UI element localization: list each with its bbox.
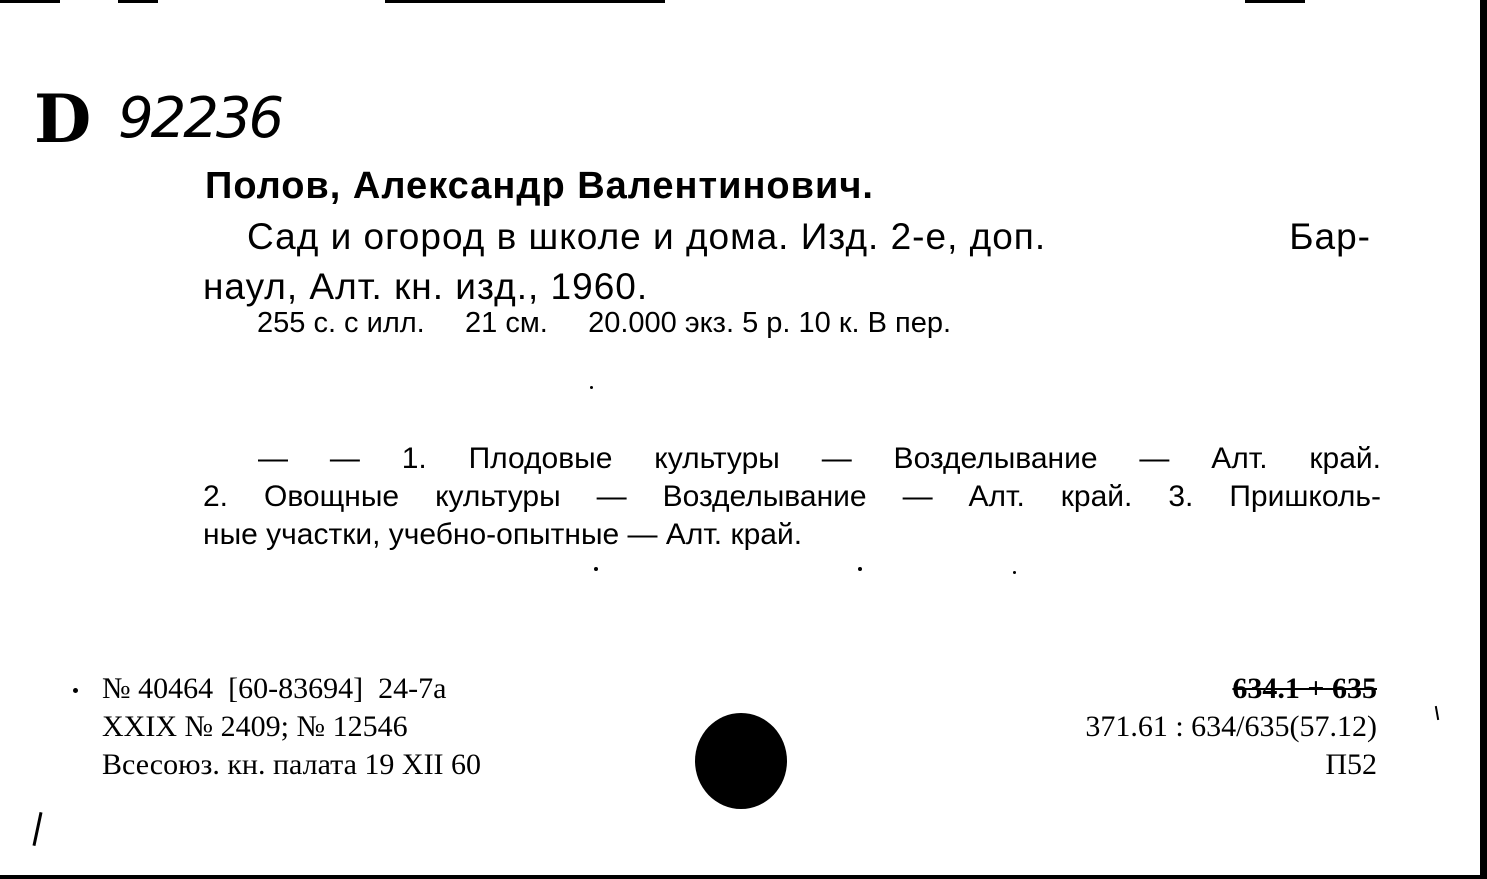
card-punch-hole — [695, 713, 787, 809]
card-bottom-edge — [0, 875, 1487, 879]
title-line-1 — [203, 212, 1383, 262]
card-right-edge — [1480, 0, 1487, 879]
top-edge-marks — [0, 0, 1487, 3]
title-line-1-text: Сад и огород в школе и дома. Изд. 2-е, доп. — [247, 216, 1047, 257]
subject-line-1: — — 1. Плодовые культуры — Возделывание — Алт. край. — [258, 442, 1381, 475]
catalog-number: 92236 — [118, 86, 282, 151]
bullet-dot — [73, 688, 78, 693]
speck — [594, 567, 598, 571]
classification-block — [1085, 670, 1377, 784]
author-heading: Полов, Александр Валентинович. — [205, 165, 874, 207]
title-line-1-hyphenated-end: Бар- — [1289, 216, 1371, 257]
margin-tick — [1435, 706, 1439, 720]
subject-line-3: ные участки, учебно-опытные — Алт. край. — [203, 518, 803, 551]
subject-line-2: 2. Овощные культуры — Возделывание — Алт. край. 3. Пришколь- — [203, 480, 1381, 513]
margin-slash — [32, 812, 42, 846]
registration-info — [102, 670, 481, 784]
registration-line-1: № 40464 [60-83694] 24-7а — [102, 672, 447, 705]
title-statement — [203, 212, 1383, 312]
speck — [590, 386, 593, 389]
author-mark: П52 — [1325, 748, 1377, 781]
registration-line-2: XXIX № 2409; № 12546 — [102, 710, 408, 743]
struck-classification: 634.1 + 635 — [1232, 672, 1377, 705]
classification-index: 371.61 : 634/635(57.12) — [1085, 710, 1377, 743]
subject-headings — [203, 440, 1381, 554]
speck — [1013, 571, 1016, 574]
registration-line-3: Всесоюз. кн. палата 19 XII 60 — [102, 748, 482, 781]
physical-description: 255 с. с илл. 21 см. 20.000 экз. 5 р. 10 к. В пер. — [257, 307, 952, 339]
speck — [858, 567, 862, 571]
catalog-mark: D — [34, 80, 90, 158]
title-line-2: наул, Алт. кн. изд., 1960. — [203, 266, 649, 307]
